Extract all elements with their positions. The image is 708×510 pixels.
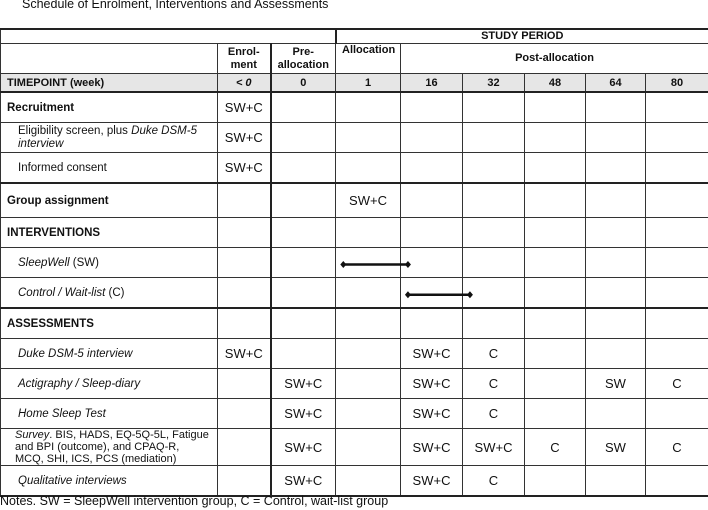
table-row: Survey. BIS, HADS, EQ-5Q-5L, Fatigue and BPI (outcome), and CPAQ-R, MCQ, SHI, ICS, PCS (mediation) SW+C SW+C SW+C C SW C bbox=[1, 429, 708, 466]
schedule-cell: SW+C bbox=[271, 429, 336, 466]
table-row: Qualitative interviews SW+C SW+C C bbox=[1, 466, 708, 497]
schedule-cell: C bbox=[646, 429, 708, 466]
table-row: INTERVENTIONS bbox=[1, 218, 708, 248]
diamond-end-icon bbox=[405, 261, 411, 268]
schedule-cell: SW+C bbox=[218, 339, 271, 369]
diamond-end-icon bbox=[467, 291, 473, 298]
schedule-cell: SW+C bbox=[218, 123, 271, 153]
schedule-cell: C bbox=[463, 369, 525, 399]
schedule-cell: SW+C bbox=[218, 92, 271, 123]
schedule-cell: C bbox=[463, 339, 525, 369]
schedule-cell: SW+C bbox=[336, 183, 401, 218]
timepoint-5: 48 bbox=[525, 74, 586, 93]
enrolment-header: Enrol-ment bbox=[218, 44, 271, 74]
schedule-cell: SW+C bbox=[463, 429, 525, 466]
study-period-header: STUDY PERIOD bbox=[336, 29, 708, 44]
diamond-end-icon bbox=[340, 261, 346, 268]
timepoint-6: 64 bbox=[586, 74, 646, 93]
timepoint-1: 0 bbox=[271, 74, 336, 93]
table-row: Informed consent SW+C bbox=[1, 153, 708, 184]
table-row: Actigraphy / Sleep-diary SW+C SW+C C SW C bbox=[1, 369, 708, 399]
diamond-end-icon bbox=[405, 291, 411, 298]
schedule-cell: C bbox=[463, 399, 525, 429]
timepoint-7: 80 bbox=[646, 74, 708, 93]
schedule-cell: C bbox=[463, 466, 525, 497]
table-title: Schedule of Enrolment, Interventions and Assessments bbox=[22, 0, 329, 11]
schedule-cell: SW+C bbox=[271, 399, 336, 429]
schedule-cell: SW+C bbox=[401, 429, 463, 466]
schedule-cell: SW+C bbox=[401, 339, 463, 369]
timepoint-4: 32 bbox=[463, 74, 525, 93]
table-row: Recruitment SW+C bbox=[1, 92, 708, 123]
table-row: Eligibility screen, plus Duke DSM-5 interview SW+C bbox=[1, 123, 708, 153]
table-row: Duke DSM-5 interview SW+C SW+C C bbox=[1, 339, 708, 369]
table-row: Home Sleep Test SW+C SW+C C bbox=[1, 399, 708, 429]
schedule-cell: SW bbox=[586, 369, 646, 399]
schedule-cell: SW+C bbox=[401, 466, 463, 497]
schedule-cell: SW+C bbox=[401, 399, 463, 429]
table-row: Group assignment SW+C bbox=[1, 183, 708, 218]
post-allocation-header: Post-allocation bbox=[401, 44, 708, 74]
timepoint-0: < 0 bbox=[218, 74, 271, 93]
schedule-cell: C bbox=[525, 429, 586, 466]
table-row: ASSESSMENTS bbox=[1, 308, 708, 339]
timepoint-2: 1 bbox=[336, 74, 401, 93]
table-row: SleepWell (SW) bbox=[1, 248, 708, 278]
schedule-cell: SW+C bbox=[271, 466, 336, 497]
schedule-cell: SW+C bbox=[401, 369, 463, 399]
timepoint-label: TIMEPOINT (week) bbox=[1, 74, 218, 93]
table-notes: Notes. SW = SleepWell intervention group, C = Control, wait-list group bbox=[0, 494, 389, 508]
pre-allocation-header: Pre-allocation bbox=[271, 44, 336, 74]
schedule-cell: SW+C bbox=[271, 369, 336, 399]
schedule-cell: C bbox=[646, 369, 708, 399]
timepoint-3: 16 bbox=[401, 74, 463, 93]
schedule-cell: SW+C bbox=[218, 153, 271, 184]
table-row: Control / Wait-list (C) bbox=[1, 278, 708, 309]
allocation-header: Allocation bbox=[336, 44, 401, 74]
schedule-cell: SW bbox=[586, 429, 646, 466]
